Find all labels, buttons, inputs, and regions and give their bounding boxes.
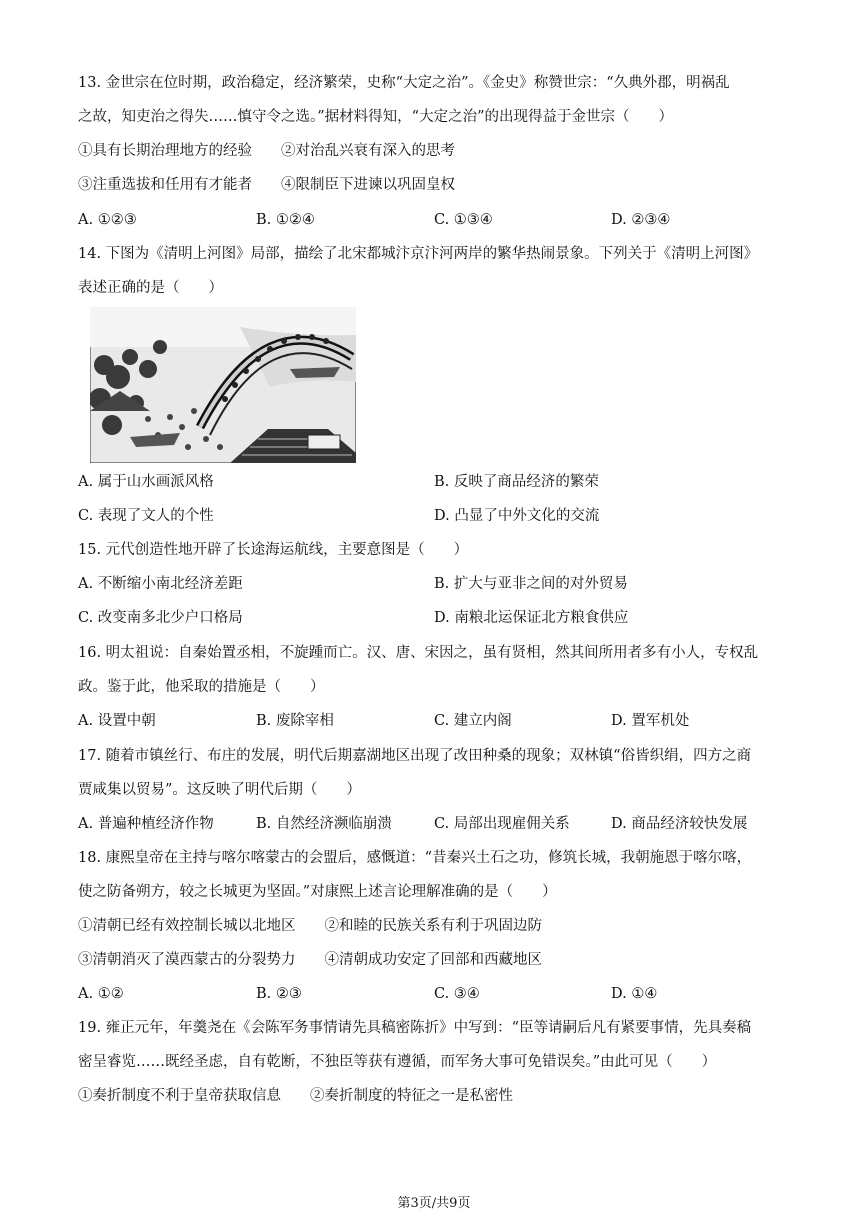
q14-option-b: B. 反映了商品经济的繁荣 [434,474,599,490]
q17-line-2: 贾咸集以贸易”。这反映了明代后期（ ） [78,782,361,798]
q15-option-d: D. 南粮北运保证北方粮食供应 [434,610,629,626]
q15-option-a: A. 不断缩小南北经济差距 [78,576,243,592]
q13-option-d: D. ②③④ [611,212,671,228]
q14-option-a: A. 属于山水画派风格 [78,474,214,490]
q13-option-b: B. ①②④ [256,212,315,228]
q19-line-1: 19. 雍正元年，年羹尧在《会陈军务事情请先具稿密陈折》中写到：“臣等请嗣后凡有紧要事情，先具奏稿 [78,1020,752,1036]
q13-line-4: ③注重选拔和任用有才能者 ④限制臣下进谏以巩固皇权 [78,177,455,193]
q17-line-1: 17. 随着市镇丝行、布庄的发展，明代后期嘉湖地区出现了改田种桑的现象；双林镇“俗皆织绢，四方之商 [78,748,752,764]
q16-option-b: B. 废除宰相 [256,713,334,729]
q17-option-c: C. 局部出现雇佣关系 [434,816,570,832]
q18-option-c: C. ③④ [434,986,480,1002]
q18-option-b: B. ②③ [256,986,302,1002]
q18-option-a: A. ①② [78,986,124,1002]
q16-line-1: 16. 明太祖说：自秦始置丞相，不旋踵而亡。汉、唐、宋因之，虽有贤相，然其间所用者多有小人，专权乱 [78,645,759,661]
q15-option-c: C. 改变南多北少户口格局 [78,610,243,626]
q16-option-a: A. 设置中朝 [78,713,156,729]
q17-option-a: A. 普遍种植经济作物 [78,816,214,832]
q14-option-d: D. 凸显了中外文化的交流 [434,508,600,524]
q16-option-d: D. 置军机处 [611,713,690,729]
q18-line-3: ①清朝已经有效控制长城以北地区 ②和睦的民族关系有利于巩固边防 [78,918,542,934]
q18-line-2: 使之防备朔方，较之长城更为坚固。”对康熙上述言论理解准确的是（ ） [78,884,557,900]
q18-line-1: 18. 康熙皇帝在主持与喀尔喀蒙古的会盟后，感慨道：“昔秦兴土石之功，修筑长城，我朝施恩于喀尔喀， [78,850,752,866]
q14-option-c: C. 表现了文人的个性 [78,508,214,524]
q15-line-1: 15. 元代创造性地开辟了长途海运航线，主要意图是（ ） [78,542,469,558]
q19-line-3: ①奏折制度不利于皇帝获取信息 ②奏折制度的特征之一是私密性 [78,1088,513,1104]
q13-line-2: 之故，知吏治之得失……慎守令之选。”据材料得知，“大定之治”的出现得益于金世宗（ ） [78,109,673,125]
q14-line-1: 14. 下图为《清明上河图》局部，描绘了北宋都城汴京汴河两岸的繁华热闹景象。下列关于《清明上河图》 [78,246,759,262]
q16-option-c: C. 建立内阁 [434,713,512,729]
q18-line-4: ③清朝消灭了漠西蒙古的分裂势力 ④清朝成功安定了回部和西藏地区 [78,952,542,968]
q13-option-c: C. ①③④ [434,212,493,228]
q17-option-d: D. 商品经济较快发展 [611,816,748,832]
q14-line-2: 表述正确的是（ ） [78,280,223,296]
qingming-painting-image [90,307,356,463]
q17-option-b: B. 自然经济濒临崩溃 [256,816,392,832]
page-number-footer: 第3页/共9页 [397,1196,471,1211]
q13-line-1: 13. 金世宗在位时期，政治稳定，经济繁荣，史称“大定之治”。《金史》称赞世宗：“久典外郡，明祸乱 [78,75,730,91]
q15-option-b: B. 扩大与亚非之间的对外贸易 [434,576,628,592]
q16-line-2: 政。鉴于此，他采取的措施是（ ） [78,679,325,695]
q13-line-3: ①具有长期治理地方的经验 ②对治乱兴衰有深入的思考 [78,143,455,159]
q18-option-d: D. ①④ [611,986,658,1002]
q19-line-2: 密呈睿览……既经圣虑，自有乾断，不独臣等获有遵循，而军务大事可免错误矣。”由此可见（ ） [78,1054,717,1070]
q13-option-a: A. ①②③ [78,212,137,228]
